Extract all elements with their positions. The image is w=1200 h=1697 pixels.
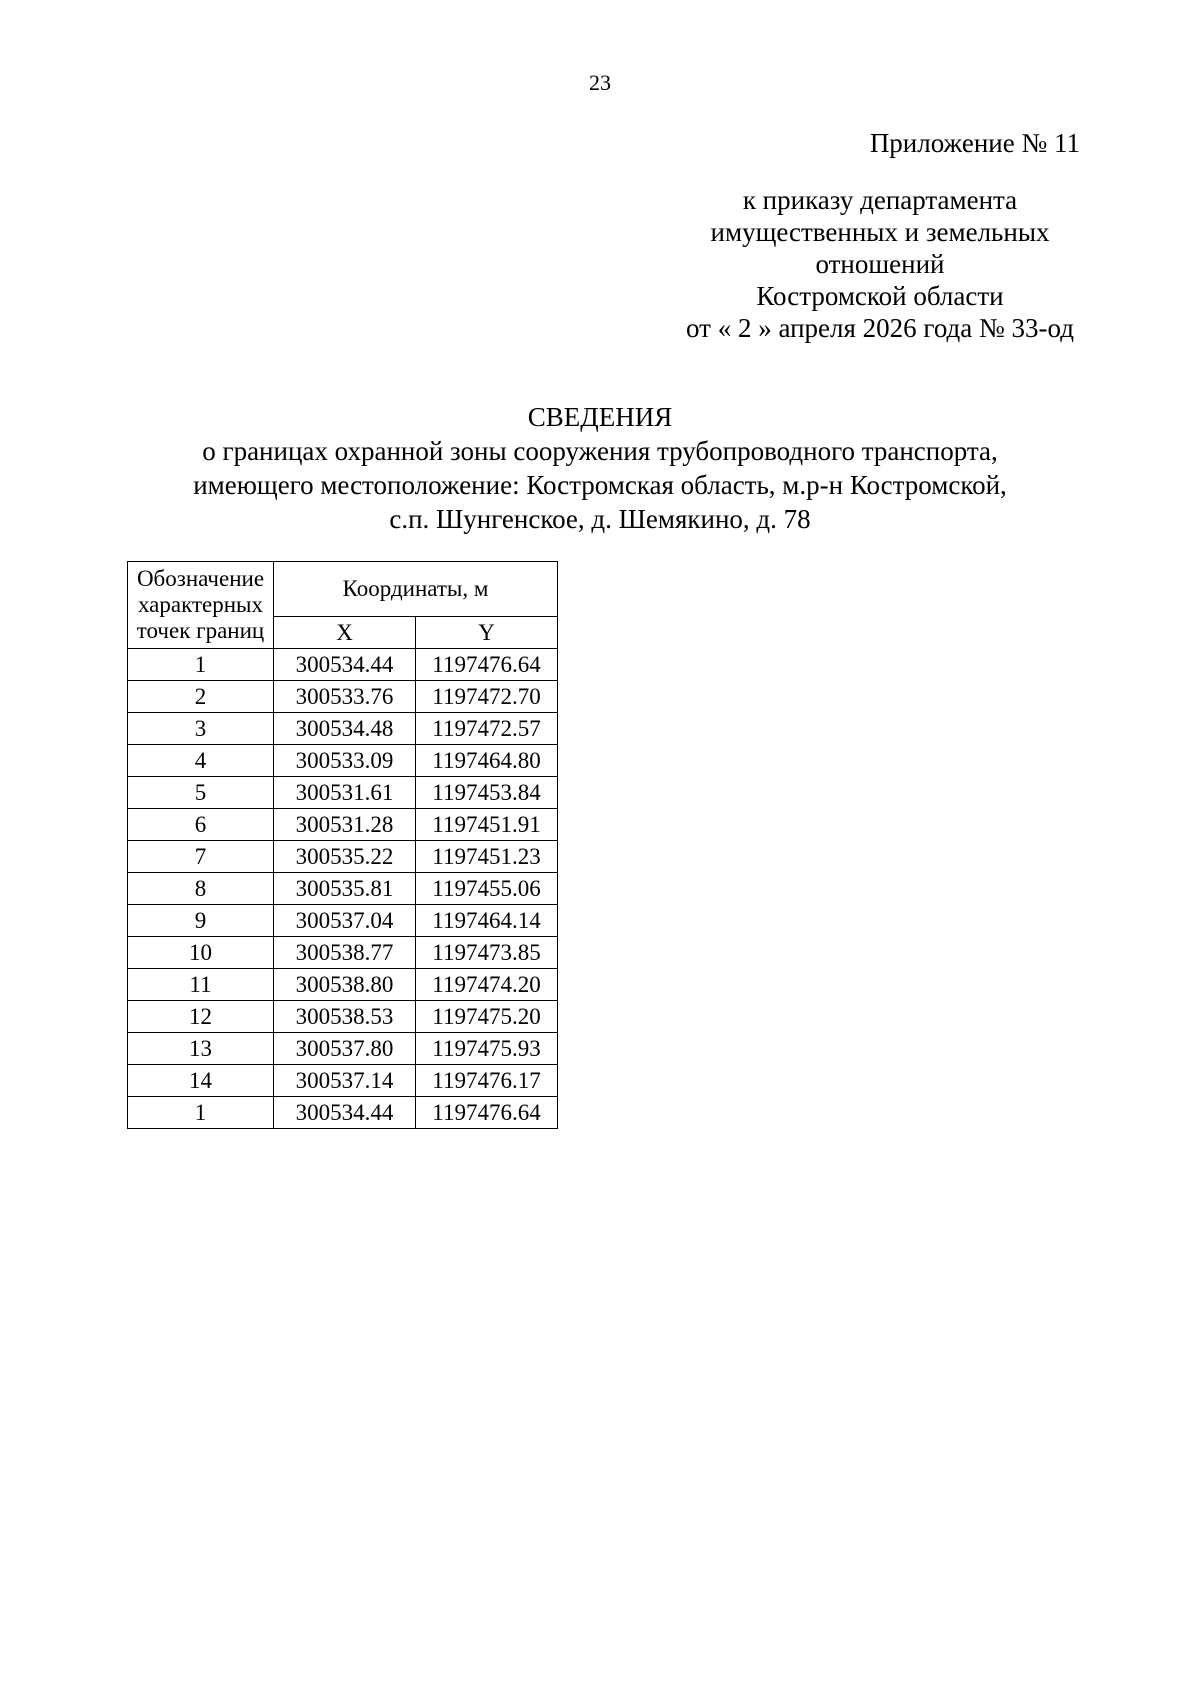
table-row [128,1097,558,1129]
order-ref-line: имущественных и земельных [710,217,1050,247]
x-cell: 300533.76 [274,681,416,713]
order-ref-date-line: от « 2 » апреля 2026 года № 33-од [686,313,1074,343]
table-row [128,777,558,809]
table-row [128,905,558,937]
appendix-label: Приложение № 11 [869,128,1080,158]
x-cell: 300531.61 [274,777,416,809]
y-header: Y [416,617,558,649]
x-cell: 300537.04 [274,905,416,937]
y-cell: 1197464.80 [416,745,558,777]
point-cell: 13 [128,1033,274,1065]
order-ref-line: к приказу департамента [742,185,1018,215]
x-cell: 300538.53 [274,1001,416,1033]
y-cell: 1197451.23 [416,841,558,873]
x-cell: 300534.44 [274,649,416,681]
title-line: о границах охранной зоны сооружения трубопроводного транспорта, [202,436,998,466]
point-cell: 1 [128,649,274,681]
point-cell: 5 [128,777,274,809]
y-cell: 1197475.93 [416,1033,558,1065]
point-cell: 11 [128,969,274,1001]
y-cell: 1197472.70 [416,681,558,713]
point-cell: 7 [128,841,274,873]
table-row [128,1033,558,1065]
point-cell: 9 [128,905,274,937]
y-cell: 1197476.64 [416,1097,558,1129]
table-row [128,873,558,905]
point-header-line: точек границ [136,618,265,643]
x-cell: 300535.22 [274,841,416,873]
table-row [128,681,558,713]
table-row [128,969,558,1001]
table-row [128,841,558,873]
x-header: X [274,617,416,649]
point-cell: 10 [128,937,274,969]
point-cell: 1 [128,1097,274,1129]
y-cell: 1197455.06 [416,873,558,905]
table-row [128,937,558,969]
x-cell: 300537.80 [274,1033,416,1065]
document-title [0,400,1200,536]
table-row [128,745,558,777]
title-heading: СВЕДЕНИЯ [527,402,673,432]
y-cell: 1197453.84 [416,777,558,809]
coordinates-table [127,561,558,1129]
order-ref-line: Костромской области [756,281,1004,311]
table-row [128,713,558,745]
point-cell: 6 [128,809,274,841]
x-cell: 300534.48 [274,713,416,745]
point-cell: 3 [128,713,274,745]
point-cell: 4 [128,745,274,777]
y-cell: 1197451.91 [416,809,558,841]
point-header-line: характерных [137,592,263,617]
table-row [128,649,558,681]
table-body [128,649,558,1129]
point-cell: 2 [128,681,274,713]
title-line: с.п. Шунгенское, д. Шемякино, д. 78 [389,504,811,534]
y-cell: 1197476.64 [416,649,558,681]
y-cell: 1197473.85 [416,937,558,969]
point-cell: 14 [128,1065,274,1097]
y-cell: 1197474.20 [416,969,558,1001]
table-row [128,1001,558,1033]
x-cell: 300534.44 [274,1097,416,1129]
x-cell: 300533.09 [274,745,416,777]
coordinates-header: Координаты, м [274,562,558,617]
point-cell: 12 [128,1001,274,1033]
y-cell: 1197476.17 [416,1065,558,1097]
x-cell: 300537.14 [274,1065,416,1097]
page-number: 23 [589,70,611,95]
y-cell: 1197472.57 [416,713,558,745]
x-cell: 300535.81 [274,873,416,905]
x-cell: 300531.28 [274,809,416,841]
x-cell: 300538.77 [274,937,416,969]
point-header [128,562,274,649]
point-cell: 8 [128,873,274,905]
point-header-line: Обозначение [136,566,265,591]
table-row [128,809,558,841]
order-ref-line: отношений [815,249,945,279]
table-row [128,1065,558,1097]
title-line: имеющего местоположение: Костромская область, м.р-н Костромской, [193,470,1007,500]
order-reference [610,184,1150,344]
y-cell: 1197475.20 [416,1001,558,1033]
y-cell: 1197464.14 [416,905,558,937]
x-cell: 300538.80 [274,969,416,1001]
